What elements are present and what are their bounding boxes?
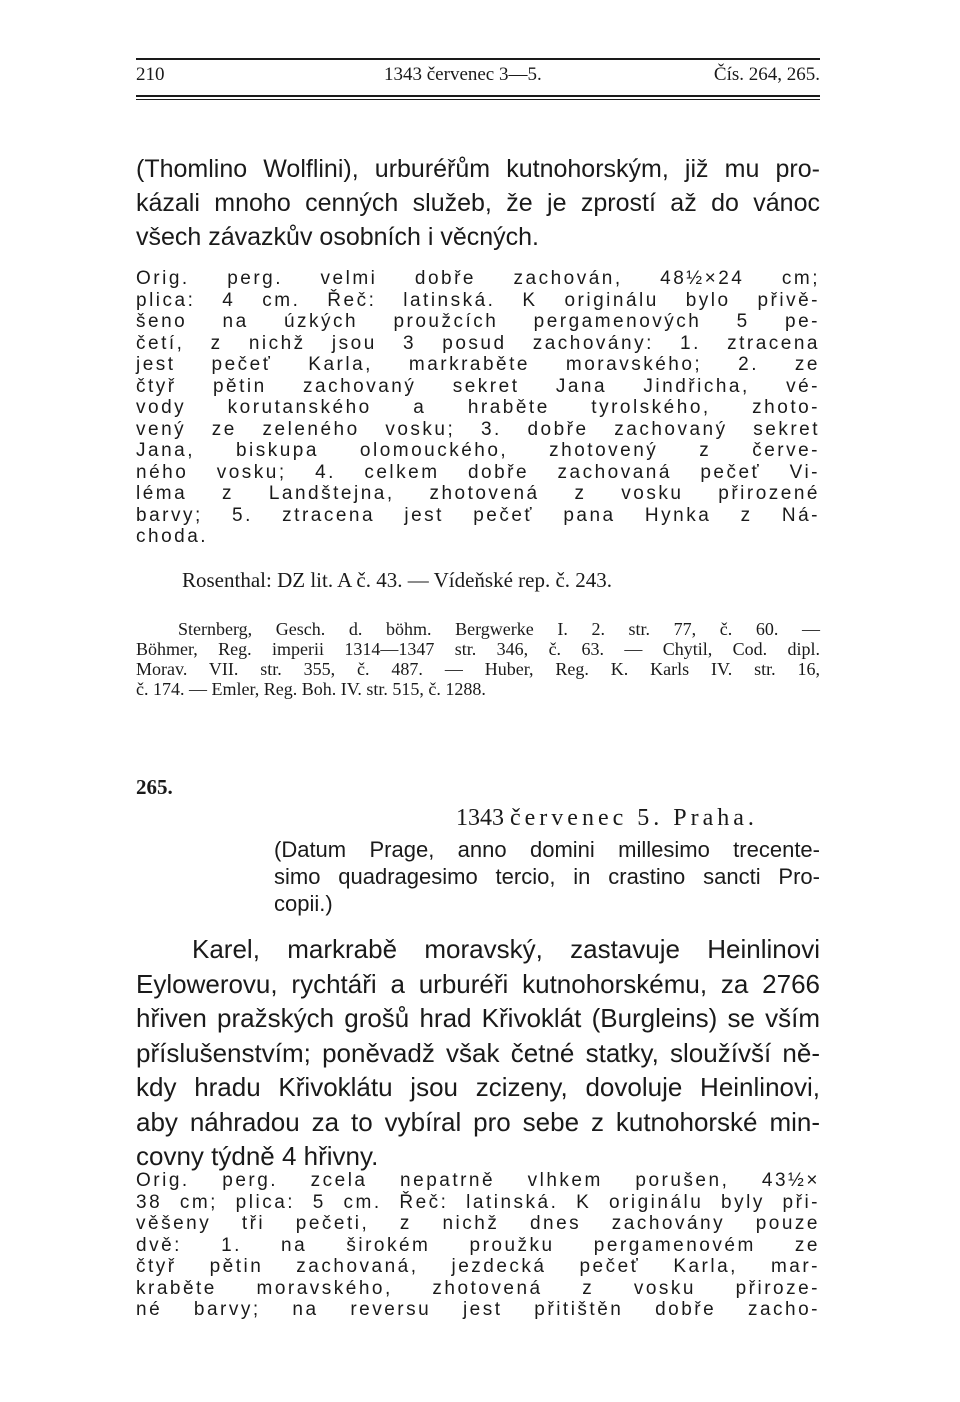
page-number: 210 <box>136 64 165 85</box>
description-line: věšeny tři pečeti, z nichž dnes zachovány pouze <box>136 1213 820 1234</box>
body-line: hřiven pražských grošů hrad Křivoklát (Burgleins) se vším <box>136 1003 820 1033</box>
body-line: covny týdně 4 hřivny. <box>136 1141 379 1171</box>
description-line: šeno na úzkých proužcích pergamenových 5 pe- <box>136 311 820 332</box>
archive-reference <box>182 567 802 593</box>
running-header <box>136 64 820 94</box>
text-line: všech závazkův osobních i věcných. <box>136 223 539 251</box>
regest-text <box>136 932 820 1174</box>
description-line: kraběte moravského, zhotovená z vosku přiroze- <box>136 1277 820 1299</box>
description-line: plica: 4 cm. Řeč: latinská. K originálu bylo přivě- <box>136 289 820 311</box>
header-rule-thin <box>136 99 820 100</box>
heading-year: 1343 <box>456 805 504 831</box>
document-heading <box>456 803 820 833</box>
header-rule <box>136 95 820 97</box>
text-line: (Thomlino Wolflini), urburéřům kutnohorským, již mu pro- <box>136 155 820 183</box>
description-line: vený ze zeleného vosku; 3. dobře zachovaný sekret <box>136 418 820 440</box>
description-line: léma z Landštejna, zhotovená z vosku přirozené <box>136 483 820 504</box>
body-line: Karel, markrabě moravský, zastavuje Heinlinovi <box>192 934 820 964</box>
datum-clause <box>274 836 820 917</box>
text-line: kázali mnoho cenných služeb, že je zprostí až do vánoc <box>136 189 820 217</box>
datum-line: (Datum Prage, anno domini millesimo trecente- <box>274 837 820 862</box>
header-document-numbers: Čís. 264, 265. <box>713 64 820 85</box>
body-line: kdy hradu Křivoklátu jsou zcizeny, dovoluje Heinlinovi, <box>136 1072 820 1102</box>
description-line: čtyř pětin zachovaný sekret Jana Jindřicha, vé- <box>136 375 820 397</box>
doc264-description <box>136 268 820 548</box>
doc265-description <box>136 1170 820 1321</box>
description-line: Orig. perg. zcela nepatrně vlhkem porušen, 43½× <box>136 1170 820 1191</box>
document-number: 265. <box>136 775 173 799</box>
body-line: aby náhradou za to vybíral pro sebe z kutnohorské min- <box>136 1106 820 1137</box>
reference-line: č. 174. — Emler, Reg. Boh. IV. str. 515, č. 1288. <box>136 679 486 699</box>
description-line: čtyř pětin zachovaná, jezdecká pečeť Karla, mar- <box>136 1256 820 1277</box>
description-line: né barvy; na reversu jest přitištěn dobře zacho- <box>136 1299 820 1320</box>
reference-line: Sternberg, Gesch. d. böhm. Bergwerke I. 2. str. 77, č. 60. — <box>178 619 820 639</box>
description-line: ného vosku; 4. celkem dobře zachovaná pečeť Vi- <box>136 461 820 483</box>
description-line: Orig. perg. velmi dobře zachován, 48½×24 cm; <box>136 268 820 289</box>
description-line: jest pečeť Karla, markraběte moravského; 2. ze <box>136 354 820 375</box>
header-date: 1343 červenec 3—5. <box>384 64 542 85</box>
doc264-text-end <box>136 152 820 254</box>
datum-line: simo quadragesimo tercio, in crastino sancti Pro- <box>274 864 820 889</box>
body-line: příslušenstvím; poněvadž však četné statky, sloužívší ně- <box>136 1037 820 1068</box>
description-line: Jana, biskupa olomouckého, zhotovený z červe- <box>136 440 820 461</box>
description-line: dvě: 1. na širokém proužku pergamenovém ze <box>136 1234 820 1256</box>
reference-line: Böhmer, Reg. imperii 1314—1347 str. 346, č. 63. — Chytil, Cod. dipl. <box>136 639 820 659</box>
literature-references <box>136 619 820 699</box>
body-line: Eylowerovu, rychtáři a urburéři kutnohorskému, za 2766 <box>136 968 820 999</box>
datum-line: copii.) <box>274 891 333 916</box>
reference-line: Morav. VII. str. 355, č. 487. — Huber, Reg. K. Karls IV. str. 16, <box>136 659 820 679</box>
description-line: choda. <box>136 526 209 547</box>
rosenthal-line: Rosenthal: DZ lit. A č. 43. — Vídeňské rep. č. 243. <box>182 568 613 592</box>
description-line: 38 cm; plica: 5 cm. Řeč: latinská. K originálu byly při- <box>136 1191 820 1213</box>
description-line: barvy; 5. ztracena jest pečeť pana Hynka z Ná- <box>136 504 820 526</box>
description-line: četí, z nichž jsou 3 posud zachovány: 1. ztracena <box>136 332 820 354</box>
description-line: vody korutanského a hraběte tyrolského, zhoto- <box>136 397 820 418</box>
top-rule <box>136 58 820 60</box>
heading-date-place: červenec 5. Praha. <box>510 805 758 831</box>
